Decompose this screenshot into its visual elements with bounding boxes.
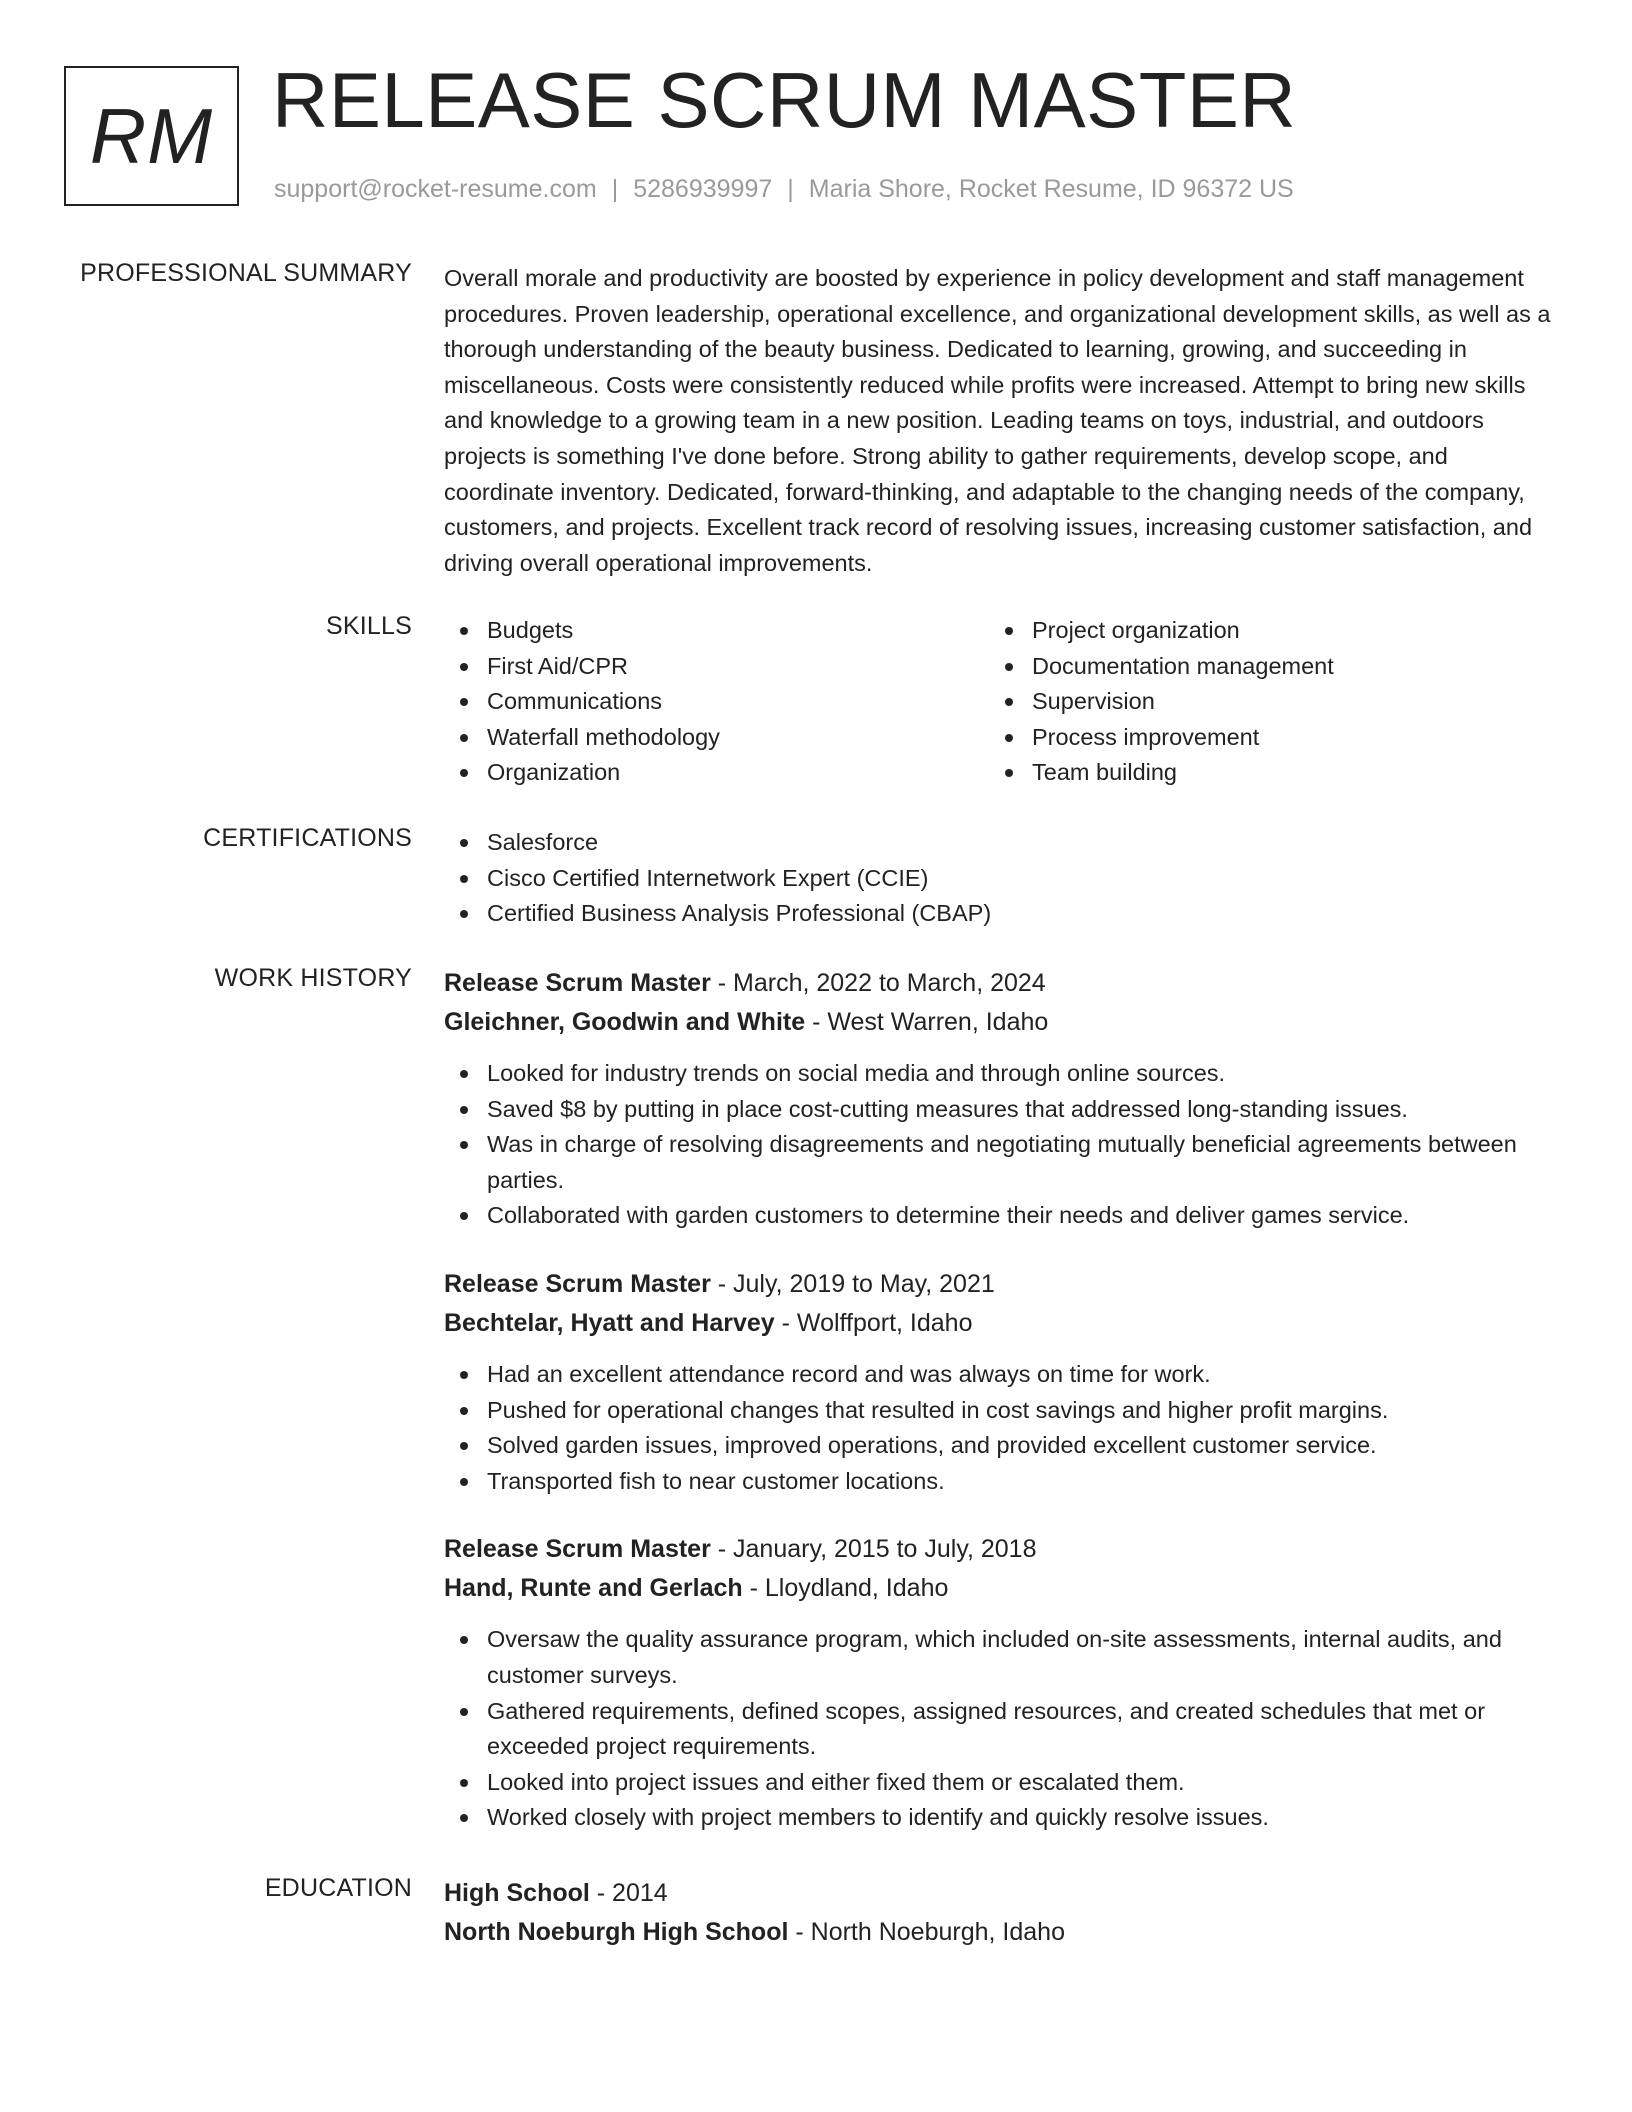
skill-item: Team building bbox=[989, 755, 1534, 791]
contact-separator: | bbox=[611, 175, 619, 203]
section-heading-education: EDUCATION bbox=[264, 1874, 412, 1902]
job-company-line bbox=[444, 1304, 1554, 1343]
job-bullets bbox=[444, 1056, 1554, 1234]
job-company: Bechtelar, Hyatt and Harvey bbox=[444, 1308, 775, 1337]
job-location: - Wolffport, Idaho bbox=[774, 1308, 973, 1337]
job-bullets bbox=[444, 1622, 1554, 1836]
skills-body bbox=[444, 613, 1554, 791]
job-bullet: Pushed for operational changes that resulted in cost savings and higher profit margins. bbox=[444, 1393, 1554, 1429]
monogram-box bbox=[64, 66, 239, 206]
job-location: - Lloydland, Idaho bbox=[742, 1574, 949, 1603]
job-company: Hand, Runte and Gerlach bbox=[444, 1574, 743, 1603]
education-degree: High School bbox=[444, 1879, 590, 1907]
job-title-line bbox=[444, 964, 1554, 1003]
job-bullet: Had an excellent attendance record and was always on time for work. bbox=[444, 1357, 1554, 1393]
education-year: - 2014 bbox=[589, 1879, 668, 1907]
skill-item: Waterfall methodology bbox=[444, 720, 989, 756]
job-title: Release Scrum Master bbox=[444, 969, 711, 997]
certification-item: Salesforce bbox=[444, 825, 1554, 861]
job-title: Release Scrum Master bbox=[444, 1269, 711, 1298]
work-history-body bbox=[444, 964, 1554, 1836]
education-body bbox=[444, 1874, 1554, 1952]
skill-item: Project organization bbox=[989, 613, 1534, 649]
skills-list-left bbox=[444, 613, 989, 791]
skill-item: Supervision bbox=[989, 684, 1534, 720]
job-bullet: Gathered requirements, defined scopes, assigned resources, and created schedules that met or exceeded project requirements. bbox=[444, 1694, 1554, 1765]
job-bullet: Looked into project issues and either fixed them or escalated them. bbox=[444, 1765, 1554, 1801]
job-bullets bbox=[444, 1357, 1554, 1499]
job-dates: - July, 2019 to May, 2021 bbox=[710, 1269, 995, 1298]
certifications-list bbox=[444, 825, 1554, 932]
job-dates: - January, 2015 to July, 2018 bbox=[710, 1535, 1037, 1564]
contact-phone[interactable]: 5286939997 bbox=[633, 175, 773, 203]
education-degree-line bbox=[444, 1874, 1554, 1913]
job-bullet: Oversaw the quality assurance program, which included on-site assessments, internal audits, and customer surveys. bbox=[444, 1622, 1554, 1693]
job-entry bbox=[444, 1265, 1554, 1499]
job-company: Gleichner, Goodwin and White bbox=[444, 1008, 806, 1036]
section-heading-skills: SKILLS bbox=[326, 612, 412, 640]
job-bullet: Worked closely with project members to identify and quickly resolve issues. bbox=[444, 1800, 1554, 1836]
job-company-line bbox=[444, 1003, 1554, 1042]
job-bullet: Transported fish to near customer locations. bbox=[444, 1464, 1554, 1500]
certification-item: Certified Business Analysis Professional (CBAP) bbox=[444, 896, 1554, 932]
skill-item: First Aid/CPR bbox=[444, 649, 989, 685]
section-heading-work-history: WORK HISTORY bbox=[214, 964, 412, 992]
education-location: - North Noeburgh, Idaho bbox=[788, 1918, 1065, 1946]
monogram-initials: RM bbox=[89, 91, 214, 180]
job-bullet: Looked for industry trends on social media and through online sources. bbox=[444, 1056, 1554, 1092]
skills-columns bbox=[444, 613, 1554, 791]
job-dates: - March, 2022 to March, 2024 bbox=[710, 969, 1046, 997]
education-school: North Noeburgh High School bbox=[444, 1918, 789, 1946]
skills-column-left bbox=[444, 613, 989, 791]
contact-address: Maria Shore, Rocket Resume, ID 96372 US bbox=[808, 175, 1294, 203]
job-title: Release Scrum Master bbox=[444, 1535, 711, 1564]
contact-line bbox=[274, 175, 1294, 204]
certification-item: Cisco Certified Internetwork Expert (CCIE) bbox=[444, 861, 1554, 897]
section-heading-summary: PROFESSIONAL SUMMARY bbox=[80, 259, 412, 287]
skill-item: Budgets bbox=[444, 613, 989, 649]
job-company-line bbox=[444, 1569, 1554, 1608]
job-title-line bbox=[444, 1530, 1554, 1569]
job-bullet: Saved $8 by putting in place cost-cutting measures that addressed long-standing issues. bbox=[444, 1092, 1554, 1128]
job-title-line bbox=[444, 1265, 1554, 1304]
certifications-body bbox=[444, 825, 1554, 932]
section-heading-certifications: CERTIFICATIONS bbox=[203, 824, 412, 852]
job-bullet: Collaborated with garden customers to determine their needs and deliver games service. bbox=[444, 1198, 1554, 1234]
job-entry bbox=[444, 964, 1554, 1234]
skills-list-right bbox=[989, 613, 1534, 791]
skills-column-right bbox=[989, 613, 1534, 791]
job-bullet: Solved garden issues, improved operations, and provided excellent customer service. bbox=[444, 1428, 1554, 1464]
contact-separator: | bbox=[787, 175, 794, 203]
summary-text: Overall morale and productivity are boosted by experience in policy development and staff management procedures. Proven leadership, operational excellence, and organizational development skills, as well as a thorough understanding of the beauty business. Dedicated to learning, growing, and succeeding in miscellaneous. Costs were consistently reduced while profits were increased. Attempt to bring new skills and knowledge to a growing team in a new position. Leading teams on toys, industrial, and outdoors projects is something I've done before. Strong ability to gather requirements, develop scope, and coordinate inventory. Dedicated, forward-thinking, and adaptable to the changing needs of the company, customers, and projects. Excellent track record of resolving issues, increasing customer satisfaction, and driving overall operational improvements. bbox=[444, 265, 1551, 576]
skill-item: Process improvement bbox=[989, 720, 1534, 756]
job-bullet: Was in charge of resolving disagreements and negotiating mutually beneficial agreements between parties. bbox=[444, 1127, 1554, 1198]
summary-body bbox=[444, 261, 1554, 581]
resume-title: RELEASE SCRUM MASTER bbox=[272, 56, 1297, 144]
job-entry bbox=[444, 1530, 1554, 1836]
skill-item: Communications bbox=[444, 684, 989, 720]
skill-item: Documentation management bbox=[989, 649, 1534, 685]
skill-item: Organization bbox=[444, 755, 989, 791]
job-location: - West Warren, Idaho bbox=[805, 1008, 1049, 1036]
contact-email[interactable]: support@rocket-resume.com bbox=[274, 175, 597, 203]
education-school-line bbox=[444, 1913, 1554, 1952]
